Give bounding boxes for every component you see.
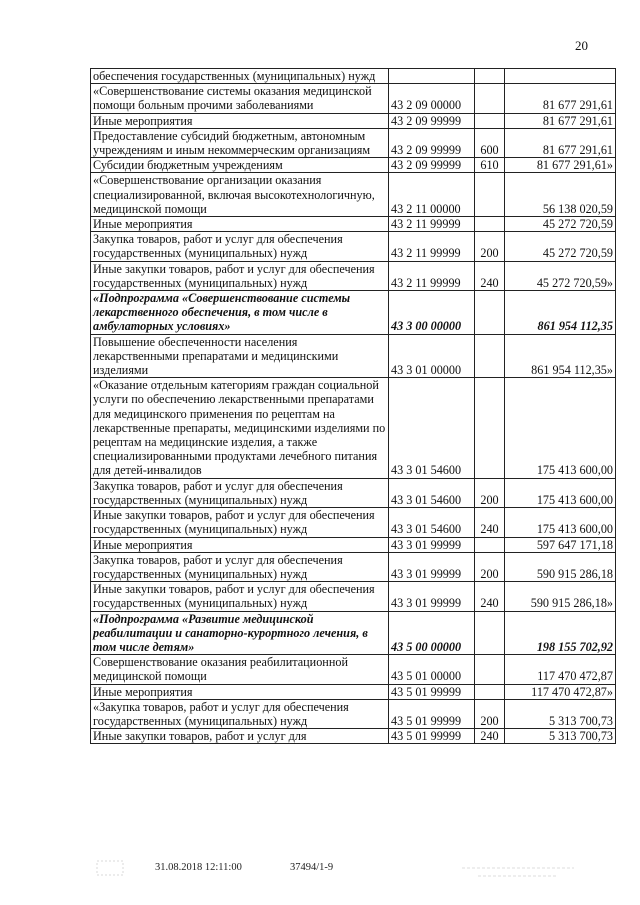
cell-name: обеспечения государственных (муниципальных) нужд (91, 69, 389, 84)
table-row (91, 699, 616, 728)
cell-name: Предоставление субсидий бюджетным, автономным учреждениям и иным некоммерческим организациям (91, 128, 389, 157)
table-row (91, 113, 616, 128)
cell-vr (475, 173, 505, 217)
cell-csr: 43 3 00 00000 (389, 291, 475, 335)
cell-name: Закупка товаров, работ и услуг для обеспечения государственных (муниципальных) нужд (91, 478, 389, 507)
table-row (91, 478, 616, 507)
cell-vr (475, 113, 505, 128)
cell-name: «Закупка товаров, работ и услуг для обеспечения государственных (муниципальных) нужд (91, 699, 389, 728)
cell-name: Субсидии бюджетным учреждениям (91, 158, 389, 173)
footer-datetime: 31.08.2018 12:11:00 (155, 862, 242, 873)
cell-name: Иные мероприятия (91, 537, 389, 552)
cell-name: Иные мероприятия (91, 684, 389, 699)
table-row (91, 128, 616, 157)
cell-csr: 43 2 11 99999 (389, 261, 475, 290)
cell-csr: 43 5 00 00000 (389, 611, 475, 655)
table-row (91, 173, 616, 217)
table-row (91, 291, 616, 335)
cell-sum: 590 915 286,18 (505, 552, 616, 581)
table-row (91, 537, 616, 552)
cell-vr (475, 537, 505, 552)
cell-vr: 240 (475, 508, 505, 537)
cell-csr: 43 3 01 54600 (389, 478, 475, 507)
cell-name: Иные закупки товаров, работ и услуг для обеспечения государственных (муниципальных) нужд (91, 261, 389, 290)
cell-name: Иные мероприятия (91, 217, 389, 232)
cell-vr: 600 (475, 128, 505, 157)
cell-csr: 43 2 11 99999 (389, 217, 475, 232)
cell-name: «Подпрограмма «Совершенствование системы лекарственного обеспечения, в том числе в амбулаторных условиях» (91, 291, 389, 335)
cell-csr: 43 2 09 99999 (389, 158, 475, 173)
table-row (91, 217, 616, 232)
cell-vr: 240 (475, 582, 505, 611)
cell-sum: 175 413 600,00 (505, 378, 616, 478)
budget-table (90, 68, 616, 744)
cell-name: Иные закупки товаров, работ и услуг для обеспечения государственных (муниципальных) нужд (91, 508, 389, 537)
cell-csr: 43 5 01 99999 (389, 699, 475, 728)
cell-sum: 861 954 112,35 (505, 291, 616, 335)
cell-sum: 861 954 112,35» (505, 334, 616, 378)
cell-csr: 43 5 01 00000 (389, 655, 475, 684)
cell-csr: 43 3 01 99999 (389, 537, 475, 552)
cell-sum (505, 69, 616, 84)
cell-csr: 43 5 01 99999 (389, 729, 475, 744)
table-row (91, 261, 616, 290)
cell-sum: 117 470 472,87» (505, 684, 616, 699)
cell-sum: 175 413 600,00 (505, 478, 616, 507)
cell-vr: 240 (475, 261, 505, 290)
cell-csr: 43 3 01 54600 (389, 508, 475, 537)
cell-vr (475, 69, 505, 84)
cell-name: Закупка товаров, работ и услуг для обеспечения государственных (муниципальных) нужд (91, 232, 389, 261)
cell-csr: 43 3 01 99999 (389, 552, 475, 581)
cell-sum: 45 272 720,59» (505, 261, 616, 290)
cell-vr: 240 (475, 729, 505, 744)
cell-vr: 610 (475, 158, 505, 173)
cell-name: Иные мероприятия (91, 113, 389, 128)
page-number: 20 (575, 38, 588, 53)
cell-vr: 200 (475, 232, 505, 261)
cell-vr: 200 (475, 699, 505, 728)
cell-vr (475, 611, 505, 655)
cell-vr (475, 334, 505, 378)
cell-csr: 43 2 09 00000 (389, 84, 475, 113)
table-row (91, 378, 616, 478)
cell-name: «Оказание отдельным категориям граждан социальной услуги по обеспечению лекарственными препаратами для медицинского применения по рецептам на лекарственные препараты, медицинскими изделиями по рецептам на медицинские изделия, а также специализированными продуктами лечебного питания для детей-инвалидов (91, 378, 389, 478)
cell-sum: 45 272 720,59 (505, 217, 616, 232)
cell-sum: 198 155 702,92 (505, 611, 616, 655)
cell-name: Закупка товаров, работ и услуг для обеспечения государственных (муниципальных) нужд (91, 552, 389, 581)
cell-sum: 56 138 020,59 (505, 173, 616, 217)
cell-sum: 590 915 286,18» (505, 582, 616, 611)
cell-vr (475, 655, 505, 684)
cell-name: Совершенствование оказания реабилитационной медицинской помощи (91, 655, 389, 684)
table-row (91, 684, 616, 699)
cell-name: «Совершенствование системы оказания медицинской помощи больным прочими заболеваниями (91, 84, 389, 113)
cell-name: Иные закупки товаров, работ и услуг для обеспечения государственных (муниципальных) нужд (91, 582, 389, 611)
table-row (91, 729, 616, 744)
table-row (91, 232, 616, 261)
cell-sum: 81 677 291,61 (505, 128, 616, 157)
footer-doc-code: 37494/1-9 (290, 862, 334, 873)
cell-sum: 597 647 171,18 (505, 537, 616, 552)
cell-sum: 5 313 700,73 (505, 699, 616, 728)
cell-sum: 175 413 600,00 (505, 508, 616, 537)
faint-stamp-mark (95, 858, 125, 878)
table-row (91, 69, 616, 84)
cell-sum: 45 272 720,59 (505, 232, 616, 261)
cell-csr: 43 5 01 99999 (389, 684, 475, 699)
cell-csr: 43 3 01 54600 (389, 378, 475, 478)
cell-csr: 43 2 09 99999 (389, 113, 475, 128)
cell-csr: 43 2 09 99999 (389, 128, 475, 157)
cell-csr: 43 3 01 00000 (389, 334, 475, 378)
cell-name: «Совершенствование организации оказания специализированной, включая высокотехнологичную, медицинской помощи (91, 173, 389, 217)
table-row (91, 582, 616, 611)
cell-sum: 81 677 291,61 (505, 84, 616, 113)
cell-sum: 117 470 472,87 (505, 655, 616, 684)
cell-vr: 200 (475, 478, 505, 507)
cell-csr: 43 2 11 99999 (389, 232, 475, 261)
cell-name: Иные закупки товаров, работ и услуг для (91, 729, 389, 744)
cell-vr (475, 217, 505, 232)
cell-sum: 81 677 291,61» (505, 158, 616, 173)
cell-vr (475, 684, 505, 699)
cell-vr (475, 291, 505, 335)
cell-sum: 81 677 291,61 (505, 113, 616, 128)
table-row (91, 655, 616, 684)
cell-vr: 200 (475, 552, 505, 581)
table-row (91, 611, 616, 655)
cell-csr (389, 69, 475, 84)
cell-name: Повышение обеспеченности населения лекарственными препаратами и медицинскими изделиями (91, 334, 389, 378)
cell-sum: 5 313 700,73 (505, 729, 616, 744)
table-row (91, 552, 616, 581)
table-row (91, 158, 616, 173)
cell-name: «Подпрограмма «Развитие медицинской реабилитации и санаторно-курортного лечения, в том числе детям» (91, 611, 389, 655)
cell-csr: 43 2 11 00000 (389, 173, 475, 217)
cell-csr: 43 3 01 99999 (389, 582, 475, 611)
cell-vr (475, 84, 505, 113)
table-row (91, 84, 616, 113)
cell-vr (475, 378, 505, 478)
table-row (91, 334, 616, 378)
faint-signature-mark (458, 858, 578, 882)
table-row (91, 508, 616, 537)
